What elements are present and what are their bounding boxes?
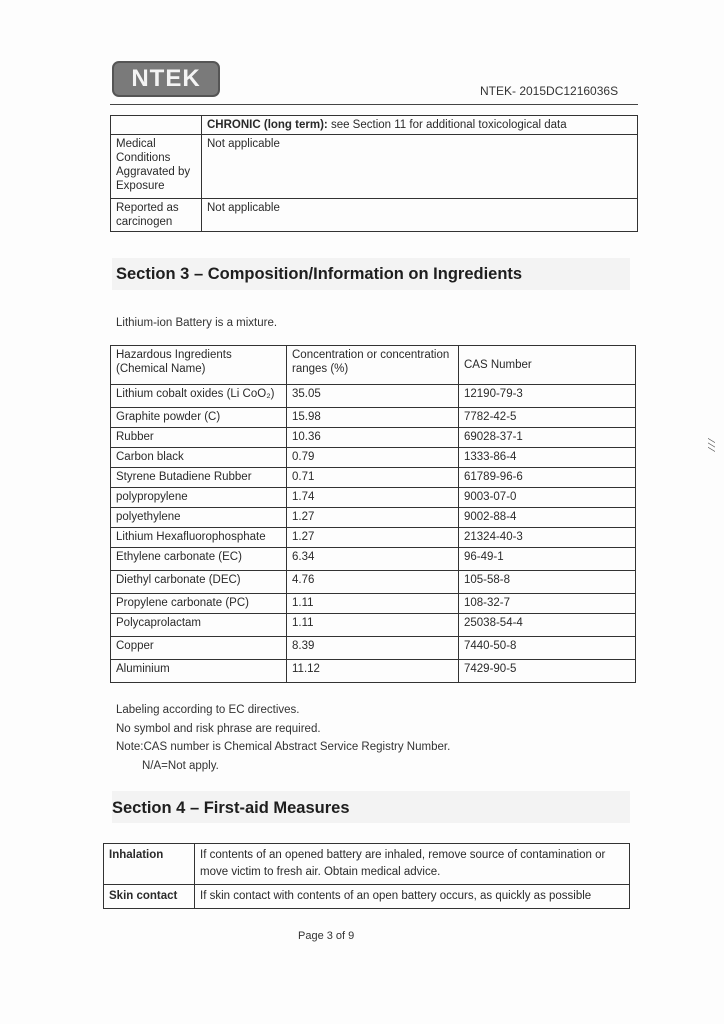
row-value: Not applicable: [202, 135, 638, 199]
table-row: [111, 528, 636, 548]
document-id: NTEK- 2015DC1216036S: [480, 84, 619, 98]
row-value: If skin contact with contents of an open battery occurs, as quickly as possible: [195, 885, 630, 909]
cell-name: Rubber: [111, 428, 287, 448]
cell-cas: 69028-37-1: [459, 428, 636, 448]
cell-name: Aluminium: [111, 660, 287, 683]
table-row: [111, 135, 638, 199]
cell-name: Lithium Hexafluorophosphate: [111, 528, 287, 548]
cell-name: polyethylene: [111, 508, 287, 528]
cell-concentration: 1.11: [287, 614, 459, 637]
table-header-row: [111, 346, 636, 385]
table-row: [111, 660, 636, 683]
note-no-symbol: No symbol and risk phrase are required.: [116, 722, 321, 735]
section3-notes: [116, 701, 450, 775]
first-aid-table: [103, 843, 630, 909]
cell-concentration: 35.05: [287, 385, 459, 408]
row-label: Skin contact: [104, 885, 195, 909]
section4-heading-bar: [112, 791, 630, 823]
table-row: [111, 385, 636, 408]
cell-name: Graphite powder (C): [111, 408, 287, 428]
cell-concentration: 0.71: [287, 468, 459, 488]
cell-concentration: 10.36: [287, 428, 459, 448]
table-row: [111, 614, 636, 637]
cell-concentration: 15.98: [287, 408, 459, 428]
note-cas: Note:CAS number is Chemical Abstract Service Registry Number.: [116, 741, 451, 753]
cell-concentration: 6.34: [287, 548, 459, 571]
cell-concentration: 4.76: [287, 571, 459, 594]
cell-cas: 9002-88-4: [459, 508, 636, 528]
margin-scan-marks: ⁄ ⁄ ⁄: [705, 440, 716, 451]
cell-cas: 61789-96-6: [459, 468, 636, 488]
cell-cas: 7440-50-8: [459, 637, 636, 660]
table-row: [111, 199, 638, 232]
note-na: N/A=Not apply.: [142, 759, 219, 772]
section4-title: Section 4 – First-aid Measures: [112, 799, 350, 817]
chronic-label: CHRONIC (long term):: [207, 119, 328, 131]
row-label: [111, 116, 202, 135]
row-value: If contents of an opened battery are inhaled, remove source of contamination or move victim to fresh air. Obtain medical advice.: [195, 844, 630, 885]
table-row: [111, 508, 636, 528]
header-cas-number: CAS Number: [459, 346, 636, 385]
cell-cas: 7782-42-5: [459, 408, 636, 428]
row-value: Not applicable: [202, 199, 638, 232]
header-divider: [110, 104, 638, 105]
cell-concentration: 8.39: [287, 637, 459, 660]
cell-cas: 1333-86-4: [459, 448, 636, 468]
cell-cas: 7429-90-5: [459, 660, 636, 683]
table-row: [111, 408, 636, 428]
cell-cas: 21324-40-3: [459, 528, 636, 548]
table-row: [111, 448, 636, 468]
table-row: [111, 116, 638, 135]
header-concentration: Concentration or concentration ranges (%): [287, 346, 459, 385]
page-number: Page 3 of 9: [298, 930, 355, 942]
chronic-text: see Section 11 for additional toxicological data: [327, 119, 567, 131]
cell-name: Lithium cobalt oxides (Li CoO₂): [111, 385, 287, 408]
section3-title: Section 3 – Composition/Information on Ingredients: [116, 265, 523, 283]
cell-cas: 96-49-1: [459, 548, 636, 571]
cell-cas: 108-32-7: [459, 594, 636, 614]
section3-heading-bar: [112, 258, 630, 290]
cell-concentration: 1.27: [287, 508, 459, 528]
cell-name: Copper: [111, 637, 287, 660]
cell-concentration: 1.74: [287, 488, 459, 508]
row-value: [202, 116, 638, 135]
cell-name: Styrene Butadiene Rubber: [111, 468, 287, 488]
cell-name: Polycaprolactam: [111, 614, 287, 637]
row-label: Inhalation: [104, 844, 195, 885]
cell-concentration: 11.12: [287, 660, 459, 683]
ingredients-table: [110, 345, 636, 683]
header-chemical-name: Hazardous Ingredients (Chemical Name): [111, 346, 287, 385]
cell-cas: 9003-07-0: [459, 488, 636, 508]
table-row: [104, 844, 630, 885]
cell-name: polypropylene: [111, 488, 287, 508]
section3-intro: Lithium-ion Battery is a mixture.: [116, 317, 278, 329]
hazard-table: [110, 115, 638, 232]
row-label: Reported as carcinogen: [111, 199, 202, 232]
row-label: Medical Conditions Aggravated by Exposure: [111, 135, 202, 199]
cell-name: Ethylene carbonate (EC): [111, 548, 287, 571]
ntek-logo: [112, 61, 220, 97]
table-row: [111, 594, 636, 614]
table-row: [111, 428, 636, 448]
note-labeling: Labeling according to EC directives.: [116, 704, 300, 716]
cell-cas: 105-58-8: [459, 571, 636, 594]
cell-cas: 25038-54-4: [459, 614, 636, 637]
table-row: [111, 637, 636, 660]
cell-name: Carbon black: [111, 448, 287, 468]
table-row: [104, 885, 630, 909]
cell-name: Propylene carbonate (PC): [111, 594, 287, 614]
logo-text: NTEK: [131, 65, 201, 92]
cell-name: Diethyl carbonate (DEC): [111, 571, 287, 594]
cell-cas: 12190-79-3: [459, 385, 636, 408]
cell-concentration: 1.11: [287, 594, 459, 614]
table-row: [111, 548, 636, 571]
cell-concentration: 1.27: [287, 528, 459, 548]
table-row: [111, 488, 636, 508]
table-row: [111, 468, 636, 488]
cell-concentration: 0.79: [287, 448, 459, 468]
table-row: [111, 571, 636, 594]
